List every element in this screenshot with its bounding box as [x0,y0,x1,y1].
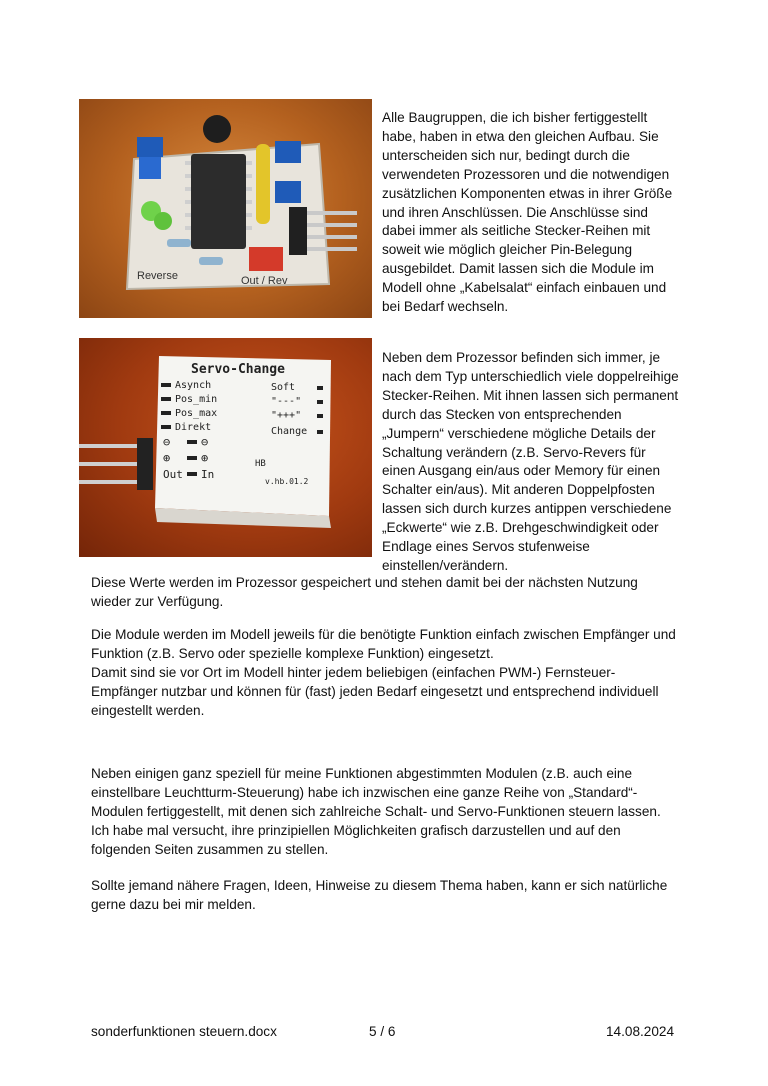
label-plus-plus-plus: "+++" [271,410,302,421]
footer-date: 14.08.2024 [606,1024,675,1039]
paragraph-intro: Alle Baugruppen, die ich bisher fertiggestellt habe, haben in etwa den gleichen Aufbau. Sie unterscheiden sich nur, bedingt durch die verwendeten Prozessoren und die notwendigen zusätzlichen Komponenten etwas in ihrer Größe und ihren Anschlüssen. Die Anschlüsse sind dabei immer als seitliche Stecker-Reihen mit soweit wie möglich gleicher Pin-Belegung ausgebildet. Damit lassen sich die Module im Modell ohne „Kabelsalat“ einfach einbauen und bei Bedarf wechseln. [382,110,673,315]
label-change: Change [271,426,308,437]
paragraph-contact: Sollte jemand nähere Fragen, Ideen, Hinweise zu diesem Thema haben, kann er sich natürliche gerne dazu bei mir melden. [91,878,668,912]
plus-symbol-2: ⊕ [201,451,209,465]
paragraph-connectors: Neben dem Prozessor befinden sich immer, je nach dem Typ unterschiedlich viele doppelreihige Stecker-Reihen. Mit ihnen lassen sich permanent durch das Stecken von entsprechenden „Jumpern“ verschiedene mögliche Details der Schaltung verändern (z.B. Servo-Revers für einen Ausgang ein/aus oder Memory für einen Schalter ein/aus). Mit anderen Doppelpfosten lassen sich durch kurzes antippen verschiedene „Eckwerte“ wie z.B. Drehgeschwindigkeit oder Endlage eines Servos stufenweise einstellen/verändern. [382,350,679,573]
label-direkt: Direkt [175,422,212,433]
module-title: Servo-Change [191,362,285,377]
minus-symbol-2: ⊖ [201,435,209,449]
servo-change-image [79,338,372,557]
paragraph-stored-values: Diese Werte werden im Prozessor gespeichert und stehen damit bei der nächsten Nutzung wieder zur Verfügung. [91,575,638,609]
footer-filename: sonderfunktionen steuern.docx [91,1024,277,1039]
circuit-board-image [79,99,372,318]
footer-page-number: 5 / 6 [369,1024,396,1039]
label-reverse: Reverse [137,270,178,282]
label-minus-minus-minus: "---" [271,396,302,407]
label-pos-max: Pos_max [175,408,218,419]
photo-servo-change-module [79,338,372,557]
minus-symbol-1: ⊖ [163,435,171,449]
label-pos-min: Pos_min [175,394,218,405]
paragraph-standard-modules: Neben einigen ganz speziell für meine Funktionen abgestimmten Modulen (z.B. auch eine einstellbare Leuchtturm-Steuerung) habe ich inzwischen eine ganze Reihe von „Standard“-Modulen fertiggestellt, mit denen sich zahlreiche Schalt- und Servo-Funktionen steuern lassen. Ich habe mal versucht, ihre prinzipiellen Möglichkeiten grafisch darzustellen und auf den folgenden Seiten zusammen zu stellen. [91,766,661,857]
plus-symbol-1: ⊕ [163,451,171,465]
label-asynch: Asynch [175,380,212,391]
logo-hb: HB [255,459,266,469]
label-out-rev: Out / Rev [241,275,288,287]
photo-circuit-board [79,99,372,318]
paragraph-pwm-receiver: Damit sind sie vor Ort im Modell hinter jedem beliebigen (einfachen PWM-) Fernsteuer-Empfänger nutzbar und können für (fast) jeden Bedarf eingesetzt und entsprechend individuell eingestellt werden. [91,665,659,718]
version-label: v.hb.01.2 [265,477,309,486]
label-out: Out [163,468,183,481]
label-in: In [201,468,215,481]
label-soft: Soft [271,382,296,393]
paragraph-module-usage: Die Module werden im Modell jeweils für die benötigte Funktion einfach zwischen Empfänger und Funktion (z.B. Servo oder spezielle komplexe Funktion) eingesetzt. [91,627,676,661]
